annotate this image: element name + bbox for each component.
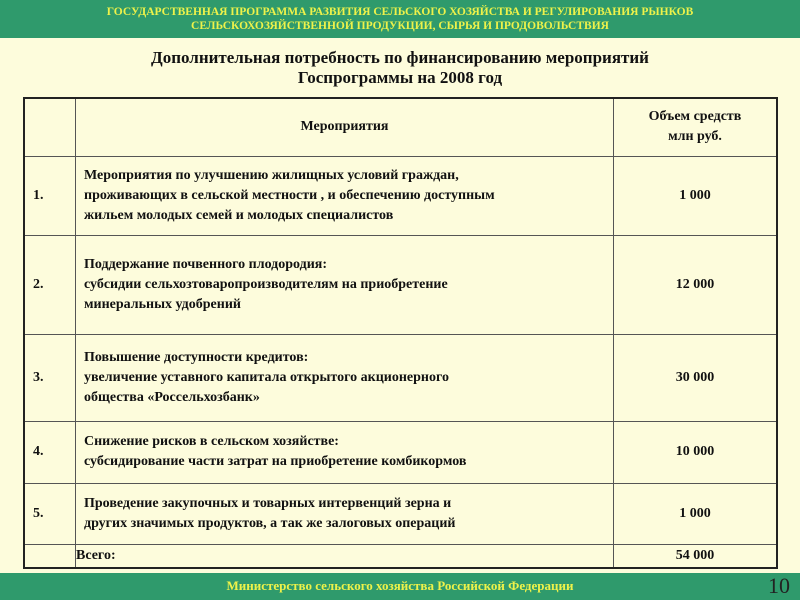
table-row (24, 421, 777, 483)
row-amount: 1 000 (614, 483, 778, 544)
header-num (24, 98, 76, 156)
header-line-2: СЕЛЬСКОХОЗЯЙСТВЕННОЙ ПРОДУКЦИИ, СЫРЬЯ И ПРОДОВОЛЬСТВИЯ (191, 20, 609, 32)
title-line-1: Дополнительная потребность по финансированию мероприятий (151, 48, 649, 67)
table-row (24, 334, 777, 421)
row-activity (76, 483, 614, 544)
table-header-row (24, 98, 777, 156)
row-amount: 12 000 (614, 235, 778, 334)
activity-line: других значимых продуктов, а так же залоговых операций (84, 515, 456, 531)
activity-line: жильем молодых семей и молодых специалистов (84, 207, 394, 223)
activity-line: Снижение рисков в сельском хозяйстве: (84, 434, 339, 449)
activity-line: проживающих в сельской местности , и обеспечению доступным (84, 187, 495, 203)
funding-table (23, 97, 778, 569)
row-activity (76, 235, 614, 334)
row-activity (76, 334, 614, 421)
activity-line: субсидирование части затрат на приобретение комбикормов (84, 454, 467, 469)
activity-line: субсидии сельхозтоваропроизводителям на приобретение (84, 276, 448, 292)
activity-line: Поддержание почвенного плодородия: (84, 256, 328, 272)
slide-title (0, 48, 800, 88)
activity-line: Проведение закупочных и товарных интервенций зерна и (84, 495, 452, 511)
table-row (24, 235, 777, 334)
total-num-cell (24, 544, 76, 568)
activity-line: Повышение доступности кредитов: (84, 349, 309, 365)
title-line-2: Госпрограммы на 2008 год (297, 68, 503, 87)
total-amount: 54 000 (614, 544, 778, 568)
row-num: 4. (24, 421, 76, 483)
header-amount (614, 98, 778, 156)
row-activity (76, 421, 614, 483)
header-activity: Мероприятия (76, 98, 614, 156)
row-num: 1. (24, 156, 76, 235)
total-label: Всего: (76, 544, 614, 568)
row-amount: 1 000 (614, 156, 778, 235)
page-number: 10 (768, 573, 790, 598)
row-num: 5. (24, 483, 76, 544)
row-activity (76, 156, 614, 235)
header-amount-line-1: Объем средств (648, 109, 742, 125)
total-row (24, 544, 777, 568)
table-row (24, 483, 777, 544)
row-num: 3. (24, 334, 76, 421)
row-amount: 10 000 (614, 421, 778, 483)
footer-text: Министерство сельского хозяйства Российской Федерации (226, 578, 574, 593)
row-num: 2. (24, 235, 76, 334)
program-header (0, 0, 800, 38)
footer (0, 573, 800, 600)
activity-line: увеличение уставного капитала открытого акционерного (84, 369, 449, 385)
activity-line: минеральных удобрений (84, 296, 241, 312)
activity-line: Мероприятия по улучшению жилищных условий граждан, (84, 167, 459, 183)
table-row (24, 156, 777, 235)
header-amount-line-2: млн руб. (668, 129, 722, 145)
header-line-1: ГОСУДАРСТВЕННАЯ ПРОГРАММА РАЗВИТИЯ СЕЛЬСКОГО ХОЗЯЙСТВА И РЕГУЛИРОВАНИЯ РЫНКОВ (106, 6, 694, 18)
activity-line: общества «Россельхозбанк» (84, 389, 260, 405)
row-amount: 30 000 (614, 334, 778, 421)
